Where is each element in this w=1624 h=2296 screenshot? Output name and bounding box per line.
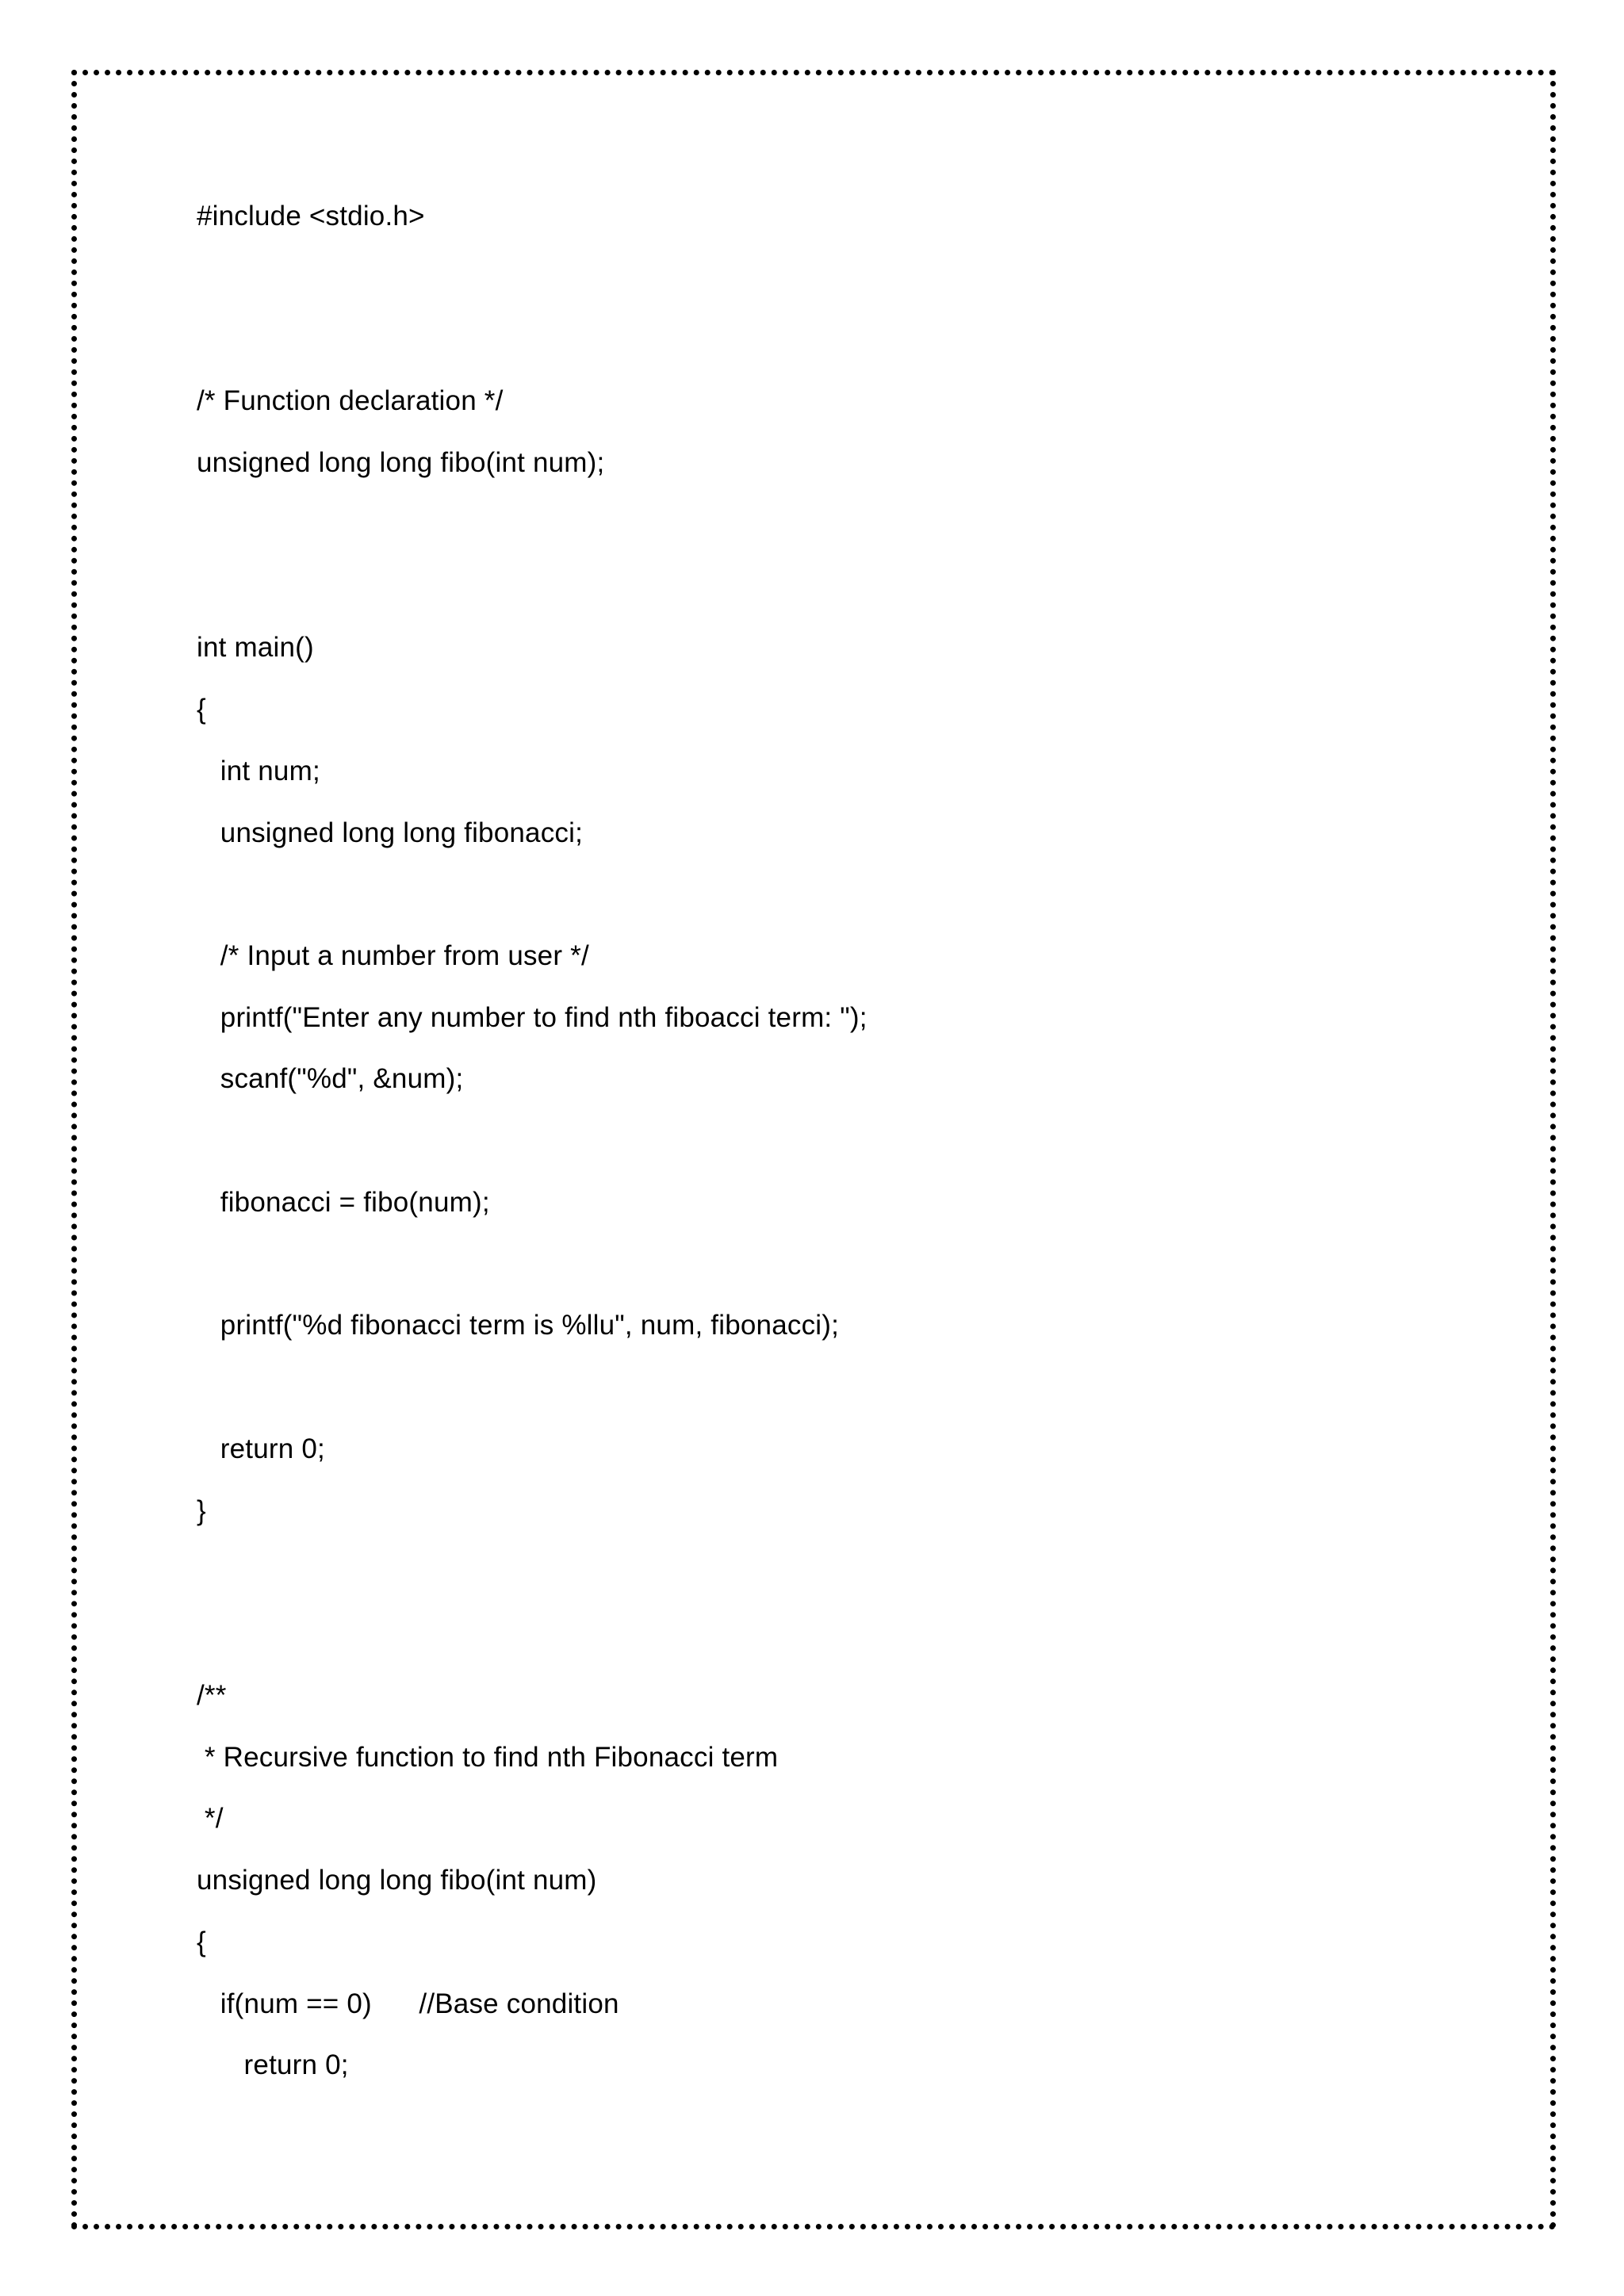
code-line-comment-declaration: /* Function declaration */	[197, 385, 504, 416]
code-line-fibo-call: fibonacci = fibo(num);	[197, 1187, 490, 1218]
code-line-prototype: unsigned long long fibo(int num);	[197, 447, 605, 478]
code-line-printf-prompt: printf("Enter any number to find nth fiboacci term: ");	[197, 1002, 868, 1033]
code-line-doc-comment-open: /**	[197, 1680, 227, 1711]
code-line-scanf: scanf("%d", &num);	[197, 1063, 464, 1094]
code-line-input-comment: /* Input a number from user */	[197, 940, 589, 971]
code-line-main-open-brace: {	[197, 694, 206, 725]
code-line-fibo-signature: unsigned long long fibo(int num)	[197, 1865, 597, 1896]
code-line-return-main: return 0;	[197, 1433, 325, 1464]
code-line-fibo-open-brace: {	[197, 1927, 206, 1957]
code-line-printf-result: printf("%d fibonacci term is %llu", num, fibonacci);	[197, 1310, 840, 1341]
code-line-main-close-brace: }	[197, 1495, 206, 1526]
code-line-fibonacci-var: unsigned long long fibonacci;	[197, 817, 584, 848]
code-line-include: #include <stdio.h>	[197, 201, 425, 232]
code-line-base-condition: if(num == 0) //Base condition	[197, 1988, 619, 2019]
code-line-main-signature: int main()	[197, 632, 314, 663]
code-line-int-num: int num;	[197, 756, 320, 786]
code-line-return-zero: return 0;	[197, 2049, 349, 2080]
code-line-doc-comment-close: */	[197, 1803, 224, 1834]
code-line-doc-comment-text: * Recursive function to find nth Fibonacci term	[197, 1742, 779, 1773]
